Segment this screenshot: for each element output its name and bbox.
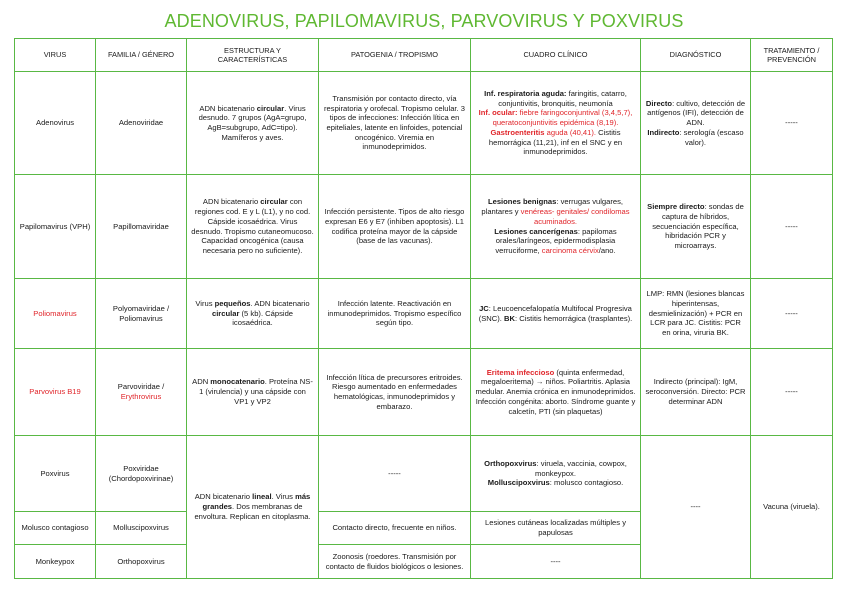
treatment-papilomavirus: ----- — [751, 175, 833, 279]
virus-name-molusco: Molusco contagioso — [15, 512, 96, 545]
table-row-poliomavirus — [15, 279, 833, 349]
header-estructura: ESTRUCTURA Y CARACTERÍSTICAS — [187, 39, 319, 72]
diagnosis-adenovirus: Directo: cultivo, detección de antígenos (IFI), detección de ADN. Indirecto: serología (escaso valor). — [641, 72, 751, 175]
structure-poxvirus: ADN bicatenario lineal. Virus más grandes. Dos membranas de envoltura. Replican en citoplasma. — [187, 436, 319, 579]
virus-name-monkeypox: Monkeypox — [15, 545, 96, 579]
header-virus: VIRUS — [15, 39, 96, 72]
virus-name-poliomavirus: Poliomavirus — [15, 279, 96, 349]
header-cuadro: CUADRO CLÍNICO — [471, 39, 641, 72]
table-row-poxvirus — [15, 436, 833, 512]
header-tratamiento: TRATAMIENTO / PREVENCIÓN — [751, 39, 833, 72]
diagnosis-parvovirus: Indirecto (principal): IgM, seroconversión. Directo: PCR determinar ADN — [641, 349, 751, 436]
header-familia: FAMILIA / GÉNERO — [96, 39, 187, 72]
pathogenesis-poliomavirus: Infección latente. Reactivación en inmunodeprimidos. Tropismo específico según tipo. — [319, 279, 471, 349]
family-adenovirus: Adenoviridae — [96, 72, 187, 175]
treatment-poliomavirus: ----- — [751, 279, 833, 349]
family-papilomavirus: Papillomaviridae — [96, 175, 187, 279]
clinical-papilomavirus: Lesiones benignas: verrugas vulgares, plantares y venéreas- genitales/ condilomas acuminados. Lesiones cancerígenas: papilomas orales/laríngeos, epidermodisplasia verruciforme, carcinoma cérvix/ano. — [471, 175, 641, 279]
header-diagnostico: DIAGNÓSTICO — [641, 39, 751, 72]
treatment-poxvirus: Vacuna (viruela). — [751, 436, 833, 579]
clinical-adenovirus: Inf. respiratoria aguda: faringitis, catarro, conjuntivitis, bronquitis, neumonía Inf. ocular: fiebre faringoconjuntival (3,4,5,7), queratoconjuntivitis epidémica (8,19). Gastroenteritis aguda (40,41). Cistitis hemorrágica (11,21), inf en el SNC y en inmunodeprimidos. — [471, 72, 641, 175]
diagnosis-poxvirus: ---- — [641, 436, 751, 579]
table-row-adenovirus — [15, 72, 833, 175]
family-parvovirus: Parvoviridae / Erythrovirus — [96, 349, 187, 436]
structure-adenovirus: ADN bicatenario circular. Virus desnudo. 7 grupos (AgA=grupo, AgB=subgrupo, AdC=tipo). Mamíferos y aves. — [187, 72, 319, 175]
clinical-parvovirus: Eritema infeccioso (quinta enfermedad, megaloeritema) → niños. Poliartritis. Aplasia medular. Anemia crónica en inmunodeprimidos. Infección congénita: aborto. Síndrome guante y calcetín, PTI (sin plaquetas) — [471, 349, 641, 436]
pathogenesis-papilomavirus: Infección persistente. Tipos de alto riesgo expresan E6 y E7 (inhiben apoptosis). L1 codifica proteína mayor de la cápside (base de las vacunas). — [319, 175, 471, 279]
page-title: ADENOVIRUS, PAPILOMAVIRUS, PARVOVIRUS Y POXVIRUS — [164, 11, 684, 31]
family-monkeypox: Orthopoxvirus — [96, 545, 187, 579]
virus-name-papilomavirus: Papilomavirus (VPH) — [15, 175, 96, 279]
table-row-parvovirus — [15, 349, 833, 436]
clinical-monkeypox: ---- — [471, 545, 641, 579]
clinical-poliomavirus: JC: Leucoencefalopatía Multifocal Progresiva (SNC). BK: Cistitis hemorrágica (trasplantes). — [471, 279, 641, 349]
pathogenesis-molusco: Contacto directo, frecuente en niños. — [319, 512, 471, 545]
structure-poliomavirus: Virus pequeños. ADN bicatenario circular (5 kb). Cápside icosaédrica. — [187, 279, 319, 349]
virus-table — [14, 38, 833, 579]
family-poxvirus: Poxviridae (Chordopoxvirinae) — [96, 436, 187, 512]
pathogenesis-poxvirus: ----- — [319, 436, 471, 512]
pathogenesis-adenovirus: Transmisión por contacto directo, vía respiratoria y orofecal. Tropismo celular. 3 tipos de infecciones: Infección lítica en epiteliales, latente en linfoides, potencial oncogénico. Viremia en inmunodeprimidos. — [319, 72, 471, 175]
header-patogenia: PATOGENIA / TROPISMO — [319, 39, 471, 72]
family-molusco: Molluscipoxvirus — [96, 512, 187, 545]
diagnosis-poliomavirus: LMP: RMN (lesiones blancas hiperintensas, desmielinización) + PCR en LCR para JC. Cistitis: PCR en orina, viruria BK. — [641, 279, 751, 349]
structure-parvovirus: ADN monocatenario. Proteína NS-1 (virulencia) y una cápside con VP1 y VP2 — [187, 349, 319, 436]
table-row-papilomavirus — [15, 175, 833, 279]
virus-name-adenovirus: Adenovirus — [15, 72, 96, 175]
pathogenesis-parvovirus: Infección lítica de precursores eritroides. Riesgo aumentado en enfermedades hematológicas, inmunodeprimidos y embarazo. — [319, 349, 471, 436]
pathogenesis-monkeypox: Zoonosis (roedores. Transmisión por contacto de fluidos biológicos o lesiones. — [319, 545, 471, 579]
treatment-parvovirus: ----- — [751, 349, 833, 436]
clinical-molusco: Lesiones cutáneas localizadas múltiples y papulosas — [471, 512, 641, 545]
family-poliomavirus: Polyomaviridae / Poliomavirus — [96, 279, 187, 349]
structure-papilomavirus: ADN bicatenario circular con regiones cod. E y L (L1), y no cod. Cápside icosaédrica. Virus desnudo. Tropismo cutaneomucoso. Capacidad oncogénica (causa necesaria pero no suficiente). — [187, 175, 319, 279]
virus-name-parvovirus: Parvovirus B19 — [15, 349, 96, 436]
clinical-poxvirus: Orthopoxvirus: viruela, vaccinia, cowpox, monkeypox. Molluscipoxvirus: molusco contagioso. — [471, 436, 641, 512]
treatment-adenovirus: ----- — [751, 72, 833, 175]
diagnosis-papilomavirus: Siempre directo: sondas de captura de híbridos, secuenciación específica, hibridación PCR y microarrays. — [641, 175, 751, 279]
virus-name-poxvirus: Poxvirus — [15, 436, 96, 512]
header-row — [15, 39, 833, 72]
